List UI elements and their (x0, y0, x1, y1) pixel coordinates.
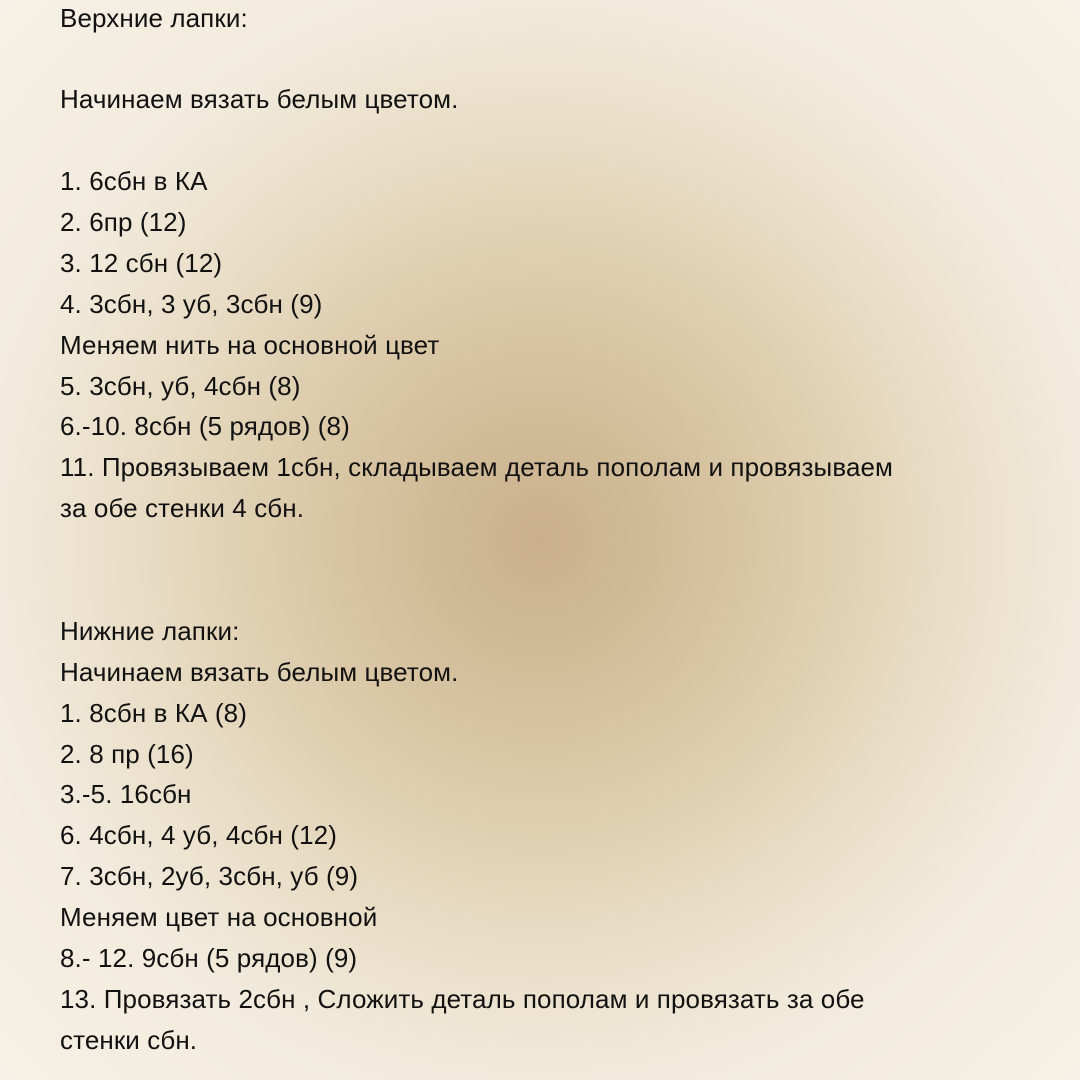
upper-paws-row: 4. 3сбн, 3 уб, 3сбн (9) (60, 289, 323, 319)
lower-paws-color-change: Меняем цвет на основной (60, 902, 378, 932)
lower-paws-row: 2. 8 пр (16) (60, 739, 194, 769)
lower-paws-row: 6. 4сбн, 4 уб, 4сбн (12) (60, 820, 337, 850)
upper-paws-row-continuation: за обе стенки 4 сбн. (60, 493, 305, 523)
upper-paws-color-change: Меняем нить на основной цвет (60, 330, 440, 360)
lower-paws-intro: Начинаем вязать белым цветом. (60, 657, 459, 687)
upper-paws-row: 6.-10. 8сбн (5 рядов) (8) (60, 411, 350, 441)
upper-paws-title: Верхние лапки: (60, 3, 248, 33)
upper-paws-row: 11. Провязываем 1сбн, складываем деталь пополам и провязываем (60, 452, 894, 482)
lower-paws-row: 3.-5. 16сбн (60, 779, 192, 809)
lower-paws-title: Нижние лапки: (60, 616, 240, 646)
lower-paws-row: 8.- 12. 9сбн (5 рядов) (9) (60, 943, 358, 973)
upper-paws-intro: Начинаем вязать белым цветом. (60, 84, 459, 114)
lower-paws-row: 13. Провязать 2сбн , Сложить деталь пополам и провязать за обе (60, 984, 865, 1014)
upper-paws-row: 3. 12 сбн (12) (60, 248, 223, 278)
lower-paws-row: 7. 3сбн, 2уб, 3сбн, уб (9) (60, 861, 359, 891)
upper-paws-row: 1. 6сбн в КА (60, 166, 208, 196)
upper-paws-row: 5. 3сбн, уб, 4сбн (8) (60, 371, 301, 401)
upper-paws-row: 2. 6пр (12) (60, 207, 187, 237)
lower-paws-row-continuation: стенки сбн. (60, 1025, 198, 1055)
lower-paws-row: 1. 8сбн в КА (8) (60, 698, 247, 728)
